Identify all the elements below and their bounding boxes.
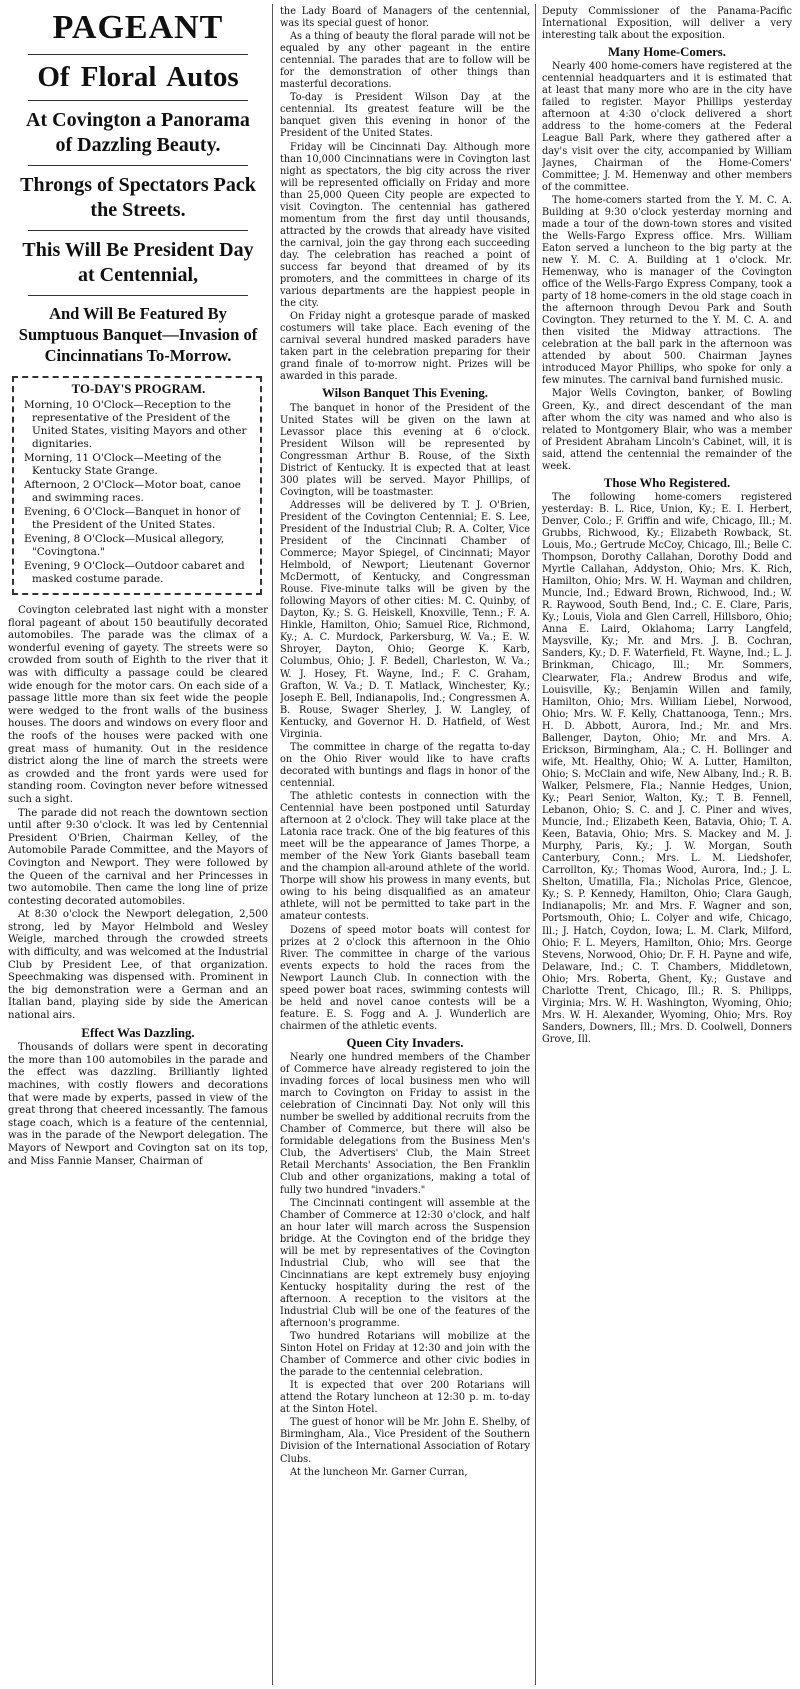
paragraph: As a thing of beauty the floral parade will not be equaled by any other pageant in the entire centennial. The parades that are to follow will be for the demonstration of other things than masterful decorations. (280, 31, 530, 91)
paragraph: The Cincinnati contingent will assemble at the Chamber of Commerce at 12:30 o'clock, and half an hour later will march across the Suspension bridge. At the Covington end of the bridge they will be met by representatives of the Covington Industrial Club, who will see that the Cincinnatians are kept extremely busy enjoying Kentucky hospitality during the rest of the afternoon. A reception to the visitors at the Industrial Club will be one of the features of the afternoon's programme. (280, 1197, 530, 1330)
subheading-effect-dazzling: Effect Was Dazzling. (81, 1025, 195, 1040)
subheading-home-comers: Many Home-Comers. (608, 45, 726, 60)
headline-floral-autos: Of Floral Autos (37, 60, 239, 93)
paragraph: the Lady Board of Managers of the centennial, was its special guest of honor. (280, 6, 530, 30)
paragraph: Covington celebrated last night with a monster floral pageant of about 150 beautifully decorated automobiles. The parade was the climax of a wonderful evening of gayety. The streets were so crowded from south of Eighth to the river that it was with difficulty a passage could be cleared wide enough for the motor cars. On each side of a passage little more than six feet wide the people were wedged to the front walls of the business houses. The doors and windows on every floor and the roofs of the houses were packed with one great mass of humanity. Out in the residence district along the line of march the streets were as crowded and the front yards were used for standing room. Covington never before witnessed such a sight. (8, 605, 268, 805)
column-rule (272, 4, 273, 1685)
program-title: TO-DAY'S PROGRAM. (71, 382, 206, 397)
paragraph: Addresses will be delivered by T. J. O'Brien, President of the Covington Centennial; E. S. Lee, President of the Industrial Club; R. A. Colter, Vice President of the Cincinnati Chamber of Commerce; Mayor Spiegel, of Cincinnati; Mayor Helmbold, of Newport; Lieutenant Governor McDermott, of Kentucky, and Congressman Rouse. Five-minute talks will be given by the following Mayors of other cities: M. C. Quinby, of Dayton, Ky.; S. G. Heiskell, Knoxville, Tenn.; F. A. Hinkle, Hamilton, Ohio; Samuel Rice, Richmond, Ky.; A. C. Murdock, Parkersburg, W. Va.; E. W. Shroyer, Dayton, Ohio; George K. Karb, Columbus, Ohio; J. F. Bedell, Charleston, W. Va.; W. J. Hosey, Ft. Wayne, Ind.; F. C. Graham, Grafton, W. Va.; D. T. Matlack, Winchester, Ky.; Joseph E. Bell, Indianapolis, Ind.; Congressmen A. B. Rouse, Swager Sherley, J. W. Langley, of Kentucky, and Governor H. D. Hatfield, of West Virginia. (280, 499, 530, 740)
headline-president-day: This Will Be President Day at Centennial, (22, 239, 254, 287)
paragraph: Major Wells Covington, banker, of Bowling Green, Ky., and direct descendant of the man after whom the city was named and who also is related to Montgomery Blair, who was a member of President Abraham Lincoln's Cabinet, will, it is said, attend the centennial the remainder of the week. (542, 388, 792, 472)
paragraph: The following home-comers registered yesterday: B. L. Rice, Union, Ky.; E. I. Herbert, Denver, Colo.; F. Griffin and wife, Chicago, Ill.; M. Grubbs, Richwood, Ky.; Elizabeth Rowback, St. Louis, Mo.; Gertrude McCoy, Chicago, Ill.; Belle C. Thompson, Dorothy Callahan, Dorothy Dodd and Myrtle Callahan, Addyston, Ohio; Mrs. K. Rich, Hamilton, Ohio; Mrs. W. H. Wayman and children, Muncie, Ind.; Edward Brown, Richwood, Ind.; W. R. Raywood, South Bend, Ind.; C. E. Clare, Paris, Ky.; Louis, Viola and Glen Carrell, Hillsboro, Ohio; Anna E. Laird, Oklahoma; Larry Langfeld, Maysville, Ky.; Mr. and Mrs. J. B. Cochran, Sanders, Ky.; D. F. Waterfield, Ft. Wayne, Ind.; L. J. Brinkman, Chicago, Ill.; Mr. Sommers, Clearwater, Fla.; Andrew Brodus and wife, Louisville, Ky.; Benjamin Willen and family, Hamilton, Ohio; Mrs. William Liebel, Norwood, Ohio; Mrs. W. F. Kelly, Chattanooga, Tenn.; Mrs. H. D. Abbott, Aurora, Ind.; Mr. and Mrs. Ballenger, Dayton, Ohio; Mr. and Mrs. A. Erickson, Birmingham, Ala.; C. H. Bollinger and wife, Mt. Healthy, Ohio; W. A. Lutter, Hamilton, Ohio; S. McClain and wife, New Albany, Ind.; R. B. Walker, Pelsmere, Fla.; Nannie Hedges, Union, Ky.; Pearl Senior, Walton, Ky.; T. B. Fennell, Lebanon, Ohio; S. C. and J. C. Piner and wives, Muncie, Ind.; Elizabeth Keen, Batavia, Ohio; T. A. Keen, Batavia, Ohio; Mrs. S. Mackey and M. J. Murphy, Paris, Ky.; J. W. Morgan, South Canterbury, Conn.; Mrs. L. M. Liedshofer, Carrollton, Ky.; Thomas Wood, Aurora, Ind.; J. L. Shelton, Umatilla, Fla.; Nicholas Price, Glencoe, Ky.; S. P. Kennedy, Hamilton, Ohio; Clara Gaugh, Indianapolis; Mr. and Mrs. F. Wagner and son, Portsmouth, Ohio; L. Colyer and wife, Chicago, Ill.; J. Hatch, Coydon, Iowa; L. M. Clark, Milford, Ohio; F. L. Meyers, Hamilton, Ohio; Mrs. George Stevens, Norwood, Ohio; Dr. F. H. Payne and wife, Delaware, Ind.; C. T. Chambers, Middletown, Ohio; Mrs. Roberta, Ghent, Ky.; Gustave and Charlotte Trent, Chicago, Ill.; R. S. Philipps, Virginia; Mrs. W. H. Washington, Wyoming, Ohio; Mrs. W. H. Alexander, Wyoming, Ohio; Mrs. Roy Sanders, Downers, Ill.; Mrs. D. Coolwell, Donners Grove, Ill. (542, 491, 792, 1045)
todays-program-box (12, 376, 262, 595)
paragraph: Two hundred Rotarians will mobilize at the Sinton Hotel on Friday at 12:30 and join with the Chamber of Commerce and other civic bodies in the parade to the centennial celebration. (280, 1331, 530, 1379)
divider (28, 295, 248, 296)
paragraph: At 8:30 o'clock the Newport delegation, 2,500 strong, led by Mayor Helmbold and Wesley Weigle, marched through the crowded streets with difficulty, and was welcomed at the Industrial Club by President Lee, of that organization. Speechmaking was dispensed with. Prominent in the big demonstration were a German and an Italian band, playing side by side the American national airs. (8, 909, 268, 1022)
divider (28, 54, 248, 55)
column-2 (280, 6, 530, 1686)
subheading-queen-city: Queen City Invaders. (346, 1035, 464, 1050)
article-body (542, 6, 792, 1046)
paragraph: Dozens of speed motor boats will contest for prizes at 2 o'clock this afternoon in the Ohio River. The committee in charge of the various events expects to hold the races from the Newport Launch Club. In connection with the speed power boat races, swimming contests will be held and novel canoe contests will be a feature. E. S. Fogg and A. J. Wunderlich are chairmen of the athletic events. (280, 924, 530, 1032)
paragraph: The home-comers started from the Y. M. C. A. Building at 9:30 o'clock yesterday morning and made a tour of the down-town stores and visited the Wells-Fargo Express office. Mrs. William Eaton served a luncheon to the big party at the new Y. M. C. A. Building at 1 o'clock. Mr. Hemenway, who is manager of the Covington office of the Wells-Fargo Express Company, took a party of 18 home-comers in the old stage coach in the afternoon through Devou Park and South Covington. They returned to the Y. M. C. A. and then visited the Midway attractions. The celebration at the ball park in the afternoon was attended by about 500. Chairman Jaynes introduced Mayor Phillips, who spoke for only a few minutes. The carnival band furnished music. (542, 194, 792, 387)
headline-pageant: PAGEANT (52, 9, 224, 46)
paragraph: It is expected that over 200 Rotarians will attend the Rotary luncheon at 12:30 p. m. to-day at the Sinton Hotel. (280, 1380, 530, 1416)
column-rule (535, 4, 536, 1685)
paragraph: Deputy Commissioner of the Panama-Pacific International Exposition, will deliver a very interesting talk about the exposition. (542, 6, 792, 42)
headline-panorama: At Covington a Panorama of Dazzling Beauty. (26, 109, 250, 157)
paragraph: The parade did not reach the downtown section until after 9:30 o'clock. It was led by Centennial President O'Brien, Chairman Kelley, of the Automobile Parade Committee, and the Mayors of Covington and Newport. They were followed by the Queen of the carnival and her Princesses in two automobile. Then came the long line of prize contesting decorated automobiles. (8, 807, 268, 907)
paragraph: At the luncheon Mr. Garner Curran, (290, 1466, 468, 1478)
paragraph: To-day is President Wilson Day at the centennial. Its greatest feature will be the banquet given this evening in honor of the President of the United States. (280, 92, 530, 140)
divider (28, 100, 248, 101)
divider (28, 165, 248, 166)
column-3 (542, 6, 792, 1686)
column-1 (8, 6, 268, 1686)
program-item: Evening, 9 O'Clock—Outdoor cabaret and masked costume parade. (24, 560, 245, 586)
program-item: Morning, 10 O'Clock—Reception to the representative of the President of the United States, visiting Mayors and other dignitaries. (24, 399, 247, 451)
article-body (280, 6, 530, 1479)
paragraph: Nearly one hundred members of the Chamber of Commerce have already registered to join the invading forces of local business men who will march to Covington on Friday to assist in the celebration of Cincinnati Day. Not only will this number be swelled by additional recruits from the Chamber of Commerce, but there will also be formidable delegations from the Business Men's Club, the Advertisers' Club, the Main Street Retail Merchants' Association, the Ben Franklin Club and other organizations, making a total of fully two hundred "invaders." (280, 1051, 530, 1196)
paragraph: The guest of honor will be Mr. John E. Shelby, of Birmingham, Ala., Vice President of the Southern Division of the International Association of Rotary Clubs. (280, 1417, 530, 1465)
program-item: Afternoon, 2 O'Clock—Motor boat, canoe and swimming races. (24, 479, 241, 505)
headline-throngs: Throngs of Spectators Pack the Streets. (20, 174, 256, 222)
paragraph: Thousands of dollars were spent in decorating the more than 100 automobiles in the parade and the effect was dazzling. Brilliantly lighted machines, with costly flowers and decorations that were made by experts, passed in view of the great throng that cheered incessantly. The famous stage coach, which is a feature of the centennial, was in the parade of the Newport delegation. The Mayors of Newport and Covington sat on its top, and Miss Fannie Manser, Chairman of (8, 1042, 268, 1167)
subheading-registered: Those Who Registered. (603, 475, 731, 490)
paragraph: The committee in charge of the regatta to-day on the Ohio River would like to have crafts decorated with buntings and flags in honor of the centennial. (280, 741, 530, 789)
paragraph: On Friday night a grotesque parade of masked costumers will take place. Each evening of the carnival several hundred masked paraders have taken part in the celebration preparing for their grand finale of to-morrow night. Prizes will be awarded in this parade. (280, 311, 530, 383)
program-item: Evening, 8 O'Clock—Musical allegory, "Covingtona." (24, 533, 225, 559)
paragraph: The banquet in honor of the President of the United States will be given on the lawn at Levassor place this evening at 6 o'clock. President Wilson will be represented by Congressman Arthur B. Rouse, of the Sixth District of Kentucky. It is expected that at least 300 plates will be served. Mayor Phillips, of Covington, will be toastmaster. (280, 402, 530, 498)
paragraph: Friday will be Cincinnati Day. Although more than 10,000 Cincinnatians were in Covington last night as spectators, the big city across the river will be represented officially on Friday and more than 25,000 Queen City people are expected to visit Covington. The centennial has gathered momentum from the first day until thousands, attracted by the crowds that already have visited the carnival, join the gay throng each succeeding day. The celebration has reached a point of success far beyond that dreamed of by its promoters, and the committees in charge of its various departments are the happiest people in the city. (280, 141, 530, 310)
article-body (8, 605, 268, 1168)
subheading-wilson-banquet: Wilson Banquet This Evening. (322, 386, 488, 401)
paragraph: The athletic contests in connection with the Centennial have been postponed until Saturday afternoon at 2 o'clock. They will take place at the Latonia race track. One of the big features of this meet will be the appearance of James Thorpe, a member of the New York Giants baseball team and the champion all-around athlete of the world. Thorpe will show his prowess in many events, but owing to his being disqualified as an amateur athlete, will not be permitted to take part in the amateur contests. (280, 791, 530, 923)
program-item: Evening, 6 O'Clock—Banquet in honor of the President of the United States. (24, 506, 240, 532)
paragraph: Nearly 400 home-comers have registered at the centennial headquarters and it is estimated that at least that many more who are in the city have failed to register. Mayor Phillips yesterday afternoon at 4:30 o'clock delivered a short address to the home-comers at the Federal League Ball Park, where they gathered after a day's visit over the city, accompanied by William Jaynes, Chairman of the Home-Comers' Committee; J. M. Hemenway and other members of the committee. (542, 61, 792, 193)
program-item: Morning, 11 O'Clock—Meeting of the Kentucky State Grange. (24, 452, 222, 478)
divider (28, 230, 248, 231)
headline-banquet: And Will Be Featured By Sumptuous Banquet—Invasion of Cincinnatians To-Morrow. (18, 304, 258, 366)
